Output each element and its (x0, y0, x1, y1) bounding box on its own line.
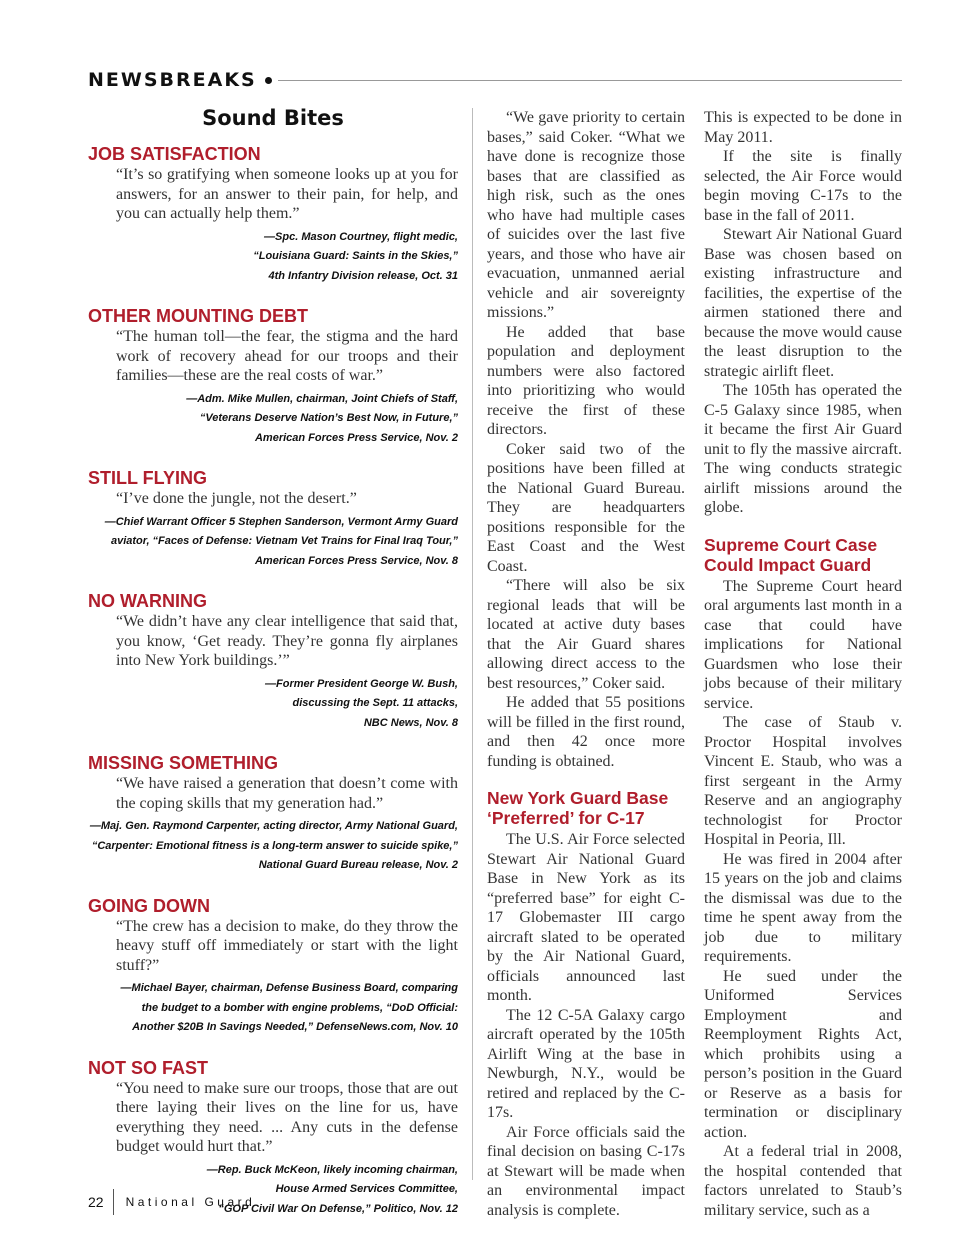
quote-text: “You need to make sure our troops, those that are out there laying their lives on the line for us, have everything they need. ... Any cuts in the defense budget would hurt that.” (116, 1079, 458, 1155)
page-number: 22 (88, 1194, 104, 1210)
quote-heading: NOT SO FAST (88, 1057, 209, 1078)
story-heading: Supreme Court Case Could Impact Guard (704, 534, 878, 575)
attribution-line: —Spc. Mason Courtney, flight medic, (264, 230, 458, 243)
quote-text: “I’ve done the jungle, not the desert.” (116, 490, 357, 507)
story-heading: New York Guard Base ‘Preferred’ for C-17 (487, 788, 669, 828)
quote-text: “The human toll—the fear, the stigma and the hard work of recovery ahead for our troops and their families—these are the real costs of war.” (116, 328, 458, 384)
quote-heading: MISSING SOMETHING (88, 753, 279, 773)
attribution-line: National Guard Bureau release, Nov. 2 (258, 859, 458, 871)
header-rule (278, 80, 902, 81)
attribution-line: “Veterans Deserve Nation’s Best Now, in Future,” (199, 412, 458, 424)
attribution-line: 4th Infantry Division release, Oct. 31 (268, 269, 458, 282)
body-paragraph: If the site is finally selected, the Air Force would begin moving C-17s to the base in the fall of 2011. (704, 148, 902, 224)
attribution-line: —Chief Warrant Officer 5 Stephen Sanderson, Vermont Army Guard (104, 515, 458, 528)
attribution-line: —Michael Bayer, chairman, Defense Business Board, comparing (120, 982, 458, 994)
attribution-line: NBC News, Nov. 8 (363, 716, 458, 729)
sound-bites-title: Sound Bites (202, 106, 344, 130)
quote-text: “We have raised a generation that doesn’t come with the coping skills that my generation had.” (116, 775, 458, 812)
page-footer (88, 1188, 255, 1216)
attribution-line: aviator, “Faces of Defense: Vietnam Vet Trains for Final Iraq Tour,” (110, 535, 458, 547)
attribution-line: “GOP Civil War On Defense,” Politico, Nov. 12 (218, 1202, 458, 1215)
quote-heading: JOB SATISFACTION (88, 144, 261, 164)
body-paragraph: This is expected to be done in May 2011. (704, 109, 902, 146)
body-paragraph: At a federal trial in 2008, the hospital contended that factors unrelated to Staub’s military service, such as a (704, 1143, 902, 1219)
attribution-line: “Louisiana Guard: Saints in the Skies,” (253, 250, 458, 262)
quote-block (88, 306, 458, 448)
attribution-line: —Adm. Mike Mullen, chairman, Joint Chiefs of Staff, (186, 392, 458, 405)
section-label: NEWSBREAKS (88, 69, 257, 91)
quote-block (88, 753, 458, 876)
column-divider (472, 108, 473, 1180)
quote-heading: GOING DOWN (88, 895, 210, 916)
body-paragraph: The U.S. Air Force selected Stewart Air National Guard Base in New York as its “preferred base” for eight C-17 Globemaster III cargo aircraft slated to be operated by the Air National Guard, officials announced last month. (487, 831, 685, 1004)
article-column-2 (487, 108, 685, 1220)
magazine-name: National Guard (125, 1195, 256, 1209)
attribution-line: the budget to a bomber with engine problems, “DoD Official: (141, 1001, 458, 1014)
attribution-line: House Armed Services Committee, (275, 1183, 458, 1195)
quote-block (88, 896, 458, 1038)
body-paragraph: The 105th has operated the C-5 Galaxy since 1985, when it became the first Air Guard unit to fly the massive aircraft. The wing conducts strategic airlift missions around the globe. (704, 382, 902, 516)
body-paragraph: Coker said two of the positions have been filled at the National Guard Bureau. They are headquarters positions responsible for the East Coast and the West Coast. (487, 440, 685, 575)
body-paragraph: The case of Staub v. Proctor Hospital involves Vincent E. Staub, who was a first sergeant in the Army Reserve and an angiography technologist for Proctor Hospital in Peoria, Ill. (704, 714, 902, 848)
attribution-line: American Forces Press Service, Nov. 2 (254, 431, 458, 444)
quote-block (88, 591, 458, 733)
body-paragraph: “There will also be six regional leads that will be located at active duty bases that the Air Guard shares allowing direct access to the best resources,” Coker said. (487, 577, 685, 692)
attribution-line: —Former President George W. Bush, (265, 677, 458, 690)
bullet-dot-icon (265, 77, 272, 84)
quote-heading: OTHER MOUNTING DEBT (88, 306, 308, 326)
body-paragraph: Air Force officials said the final decision on basing C-17s at Stewart will be made when an environmental impact analysis is complete. (487, 1123, 685, 1219)
body-paragraph: He was fired in 2004 after 15 years on the job and claims the dismissal was due to the time he spent away from the job due to military requirements. (704, 850, 902, 965)
body-paragraph: The Supreme Court heard oral arguments last month in a case that could have implications for National Guardsmen who lose their jobs because of their military service. (704, 577, 902, 712)
body-paragraph: He added that 55 positions will be filled in the first round, and then 42 once more funding is obtained. (487, 694, 685, 770)
quote-text: “The crew has a decision to make, do they throw the heavy stuff off immediately or start with the light stuff?” (116, 917, 458, 974)
quote-block (88, 468, 458, 571)
body-paragraph: Stewart Air National Guard Base was chosen based on existing infrastructure and facilities, the expertise of the airmen stationed there and because the move would cause the least disruption to the strategic airlift fleet. (704, 226, 902, 380)
article-column-3 (704, 108, 902, 1220)
attribution-line: American Forces Press Service, Nov. 8 (254, 554, 458, 567)
sound-bites-column (88, 100, 458, 1239)
body-paragraph: “We gave priority to certain bases,” said Coker. “What we have done is recognize those bases that are classified as high risk, such as the ones who have had multiple cases of suicides over the last five years, and those who have air evacuation, unmanned aerial vehicle and air sovereignty missions.” (487, 109, 685, 321)
attribution-line: “Carpenter: Emotional fitness is a long-term answer to suicide spike,” (91, 839, 458, 852)
attribution-line: —Maj. Gen. Raymond Carpenter, acting director, Army National Guard, (89, 820, 458, 832)
body-paragraph: He sued under the Uniformed Services Employment and Reemployment Rights Act, which prohibits using a person’s position in the Guard or Reserve as a basis for termination or disciplinary action. (704, 967, 902, 1141)
attribution-line: discussing the Sept. 11 attacks, (292, 697, 458, 709)
quote-heading: STILL FLYING (88, 468, 208, 488)
quote-heading: NO WARNING (88, 591, 207, 611)
quote-text: “It’s so gratifying when someone looks up at you for answers, for an answer to their pain, for help, and you can actually help them.” (116, 166, 458, 222)
section-header (88, 68, 902, 92)
body-paragraph: He added that base population and deployment numbers were also factored into prioritizing who would receive the first of these directors. (487, 323, 685, 438)
quote-block (88, 144, 458, 286)
body-paragraph: The 12 C-5A Galaxy cargo aircraft operated by the 105th Airlift Wing at the base in Newburgh, N.Y., would be retired and replaced by the C-17s. (487, 1006, 685, 1121)
attribution-line: Another $20B In Savings Needed,” DefenseNews.com, Nov. 10 (132, 1021, 458, 1033)
attribution-line: —Rep. Buck McKeon, likely incoming chairman, (206, 1163, 458, 1176)
footer-divider (113, 1189, 114, 1215)
quote-text: “We didn’t have any clear intelligence that said that, you know, ‘Get ready. They’re gonna fly airplanes into New York buildings.’” (116, 613, 458, 669)
